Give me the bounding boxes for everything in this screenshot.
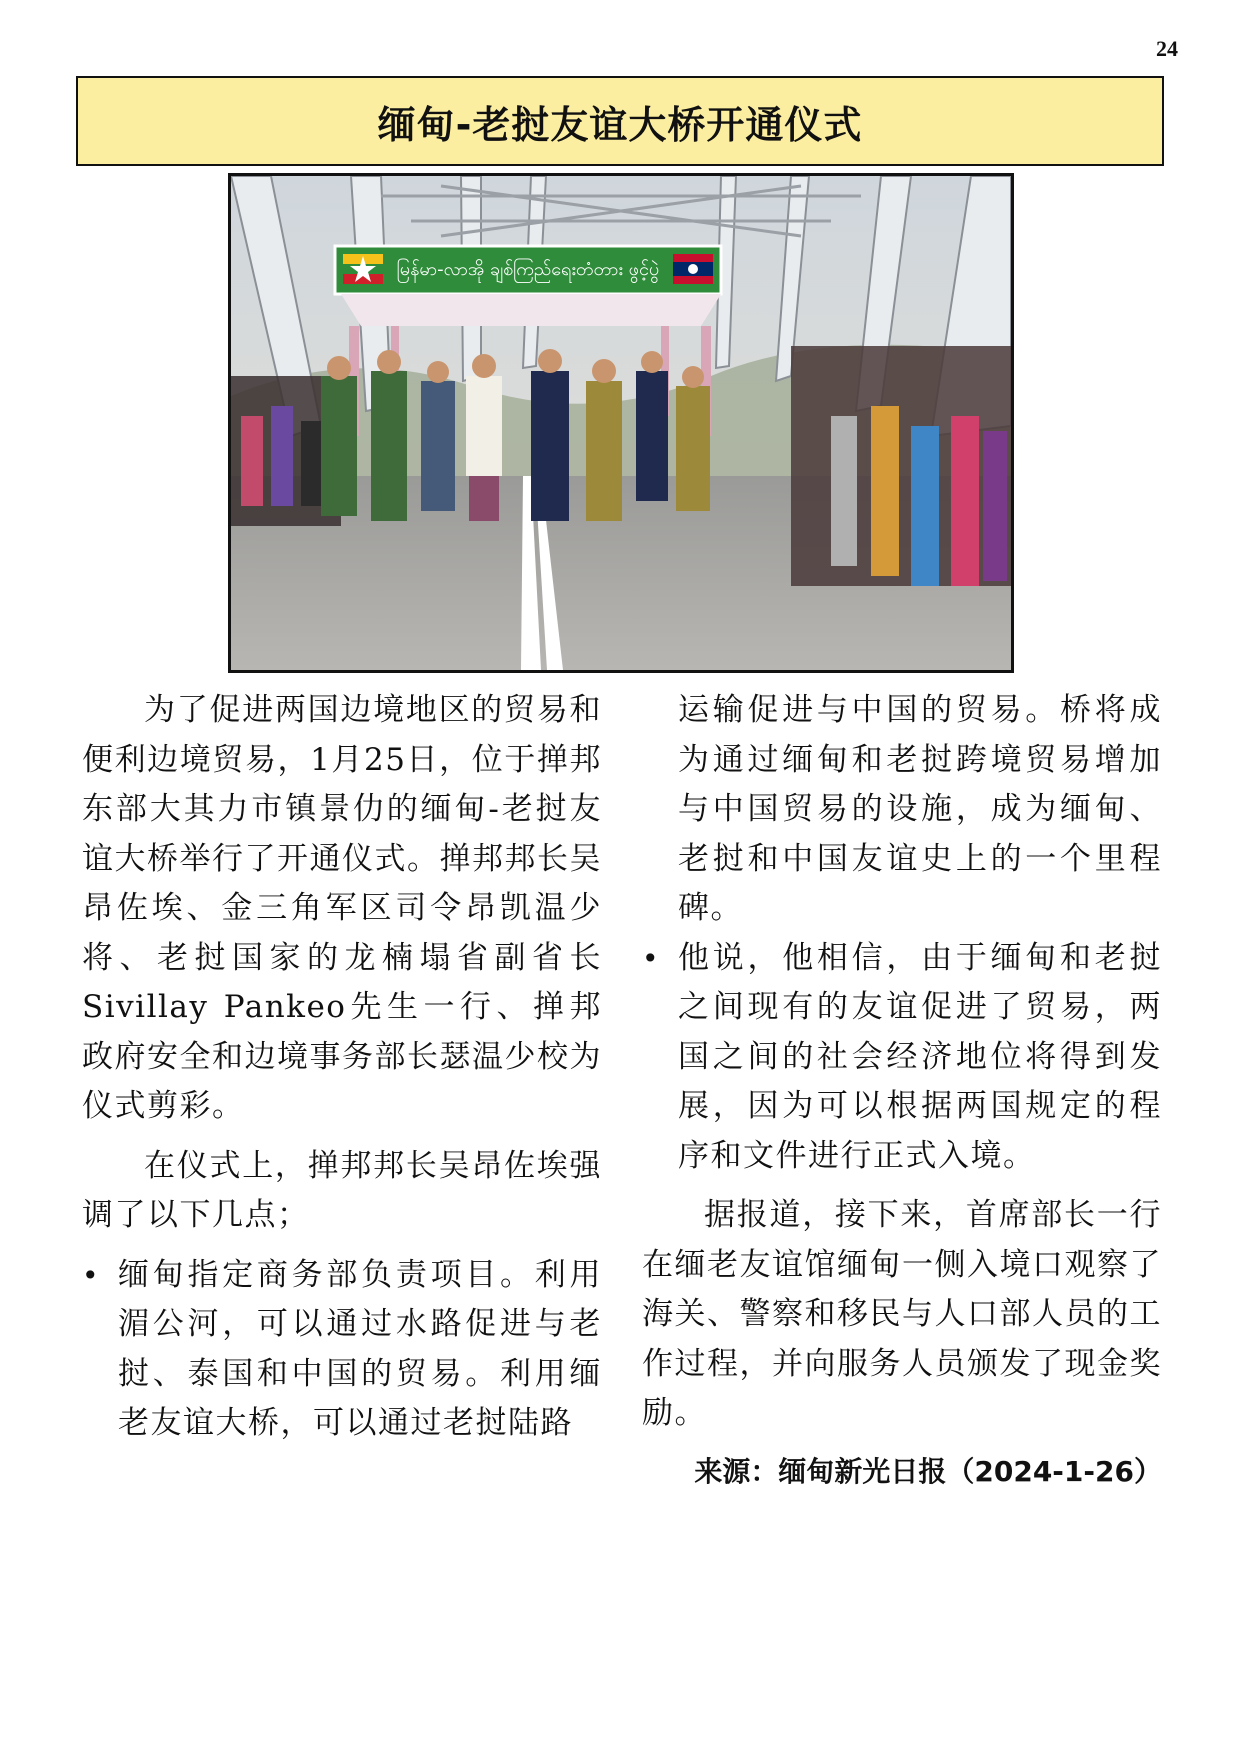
bullet-1-text-a: 缅甸指定商务部负责项目。利用湄公河，可以通过水路促进与老挝、泰国和中国的贸易。利用缅老友谊大桥，可以通过老挝陆路 [118, 1256, 602, 1441]
bridge-ceremony-photo [231, 176, 1011, 670]
paragraph-1: 为了促进两国边境地区的贸易和便利边境贸易，1月25日，位于掸邦东部大其力市镇景仂的缅甸-老挝友谊大桥举行了开通仪式。掸邦邦长吴昂佐埃、金三角军区司令昂凯温少将、老挝国家的龙楠塌省副省长Sivillay Pankeo先生一行、掸邦政府安全和边境事务部长瑟温少校为仪式剪彩。 [82, 692, 602, 1124]
bullet-1-part-a [82, 1251, 602, 1449]
bullet-1-part-b [642, 686, 1162, 934]
bullet-1-text-b: 运输促进与中国的贸易。桥将成为通过缅甸和老挝跨境贸易增加与中国贸易的设施，成为缅甸、老挝和中国友谊史上的一个里程碑。 [678, 692, 1162, 926]
left-column [82, 686, 602, 1449]
paragraph-2: 在仪式上，掸邦邦长吴昂佐埃强调了以下几点； [82, 1147, 602, 1233]
article-title: 缅甸-老挝友谊大桥开通仪式 [377, 102, 863, 147]
bullet-dot-icon: • [82, 1258, 101, 1292]
page-number: 24 [1156, 36, 1178, 61]
bullet-2-text: 他说，他相信，由于缅甸和老挝之间现有的友谊促进了贸易，两国之间的社会经济地位将得到发展，因为可以根据两国规定的程序和文件进行正式入境。 [678, 939, 1162, 1174]
bullet-dot-icon: • [642, 941, 661, 975]
right-column [642, 686, 1162, 1439]
bullet-2 [642, 934, 1162, 1182]
article-photo [228, 173, 1014, 673]
paragraph-3: 据报道，接下来，首席部长一行在缅老友谊馆缅甸一侧入境口观察了海关、警察和移民与人口部人员的工作过程，并向服务人员颁发了现金奖励。 [642, 1197, 1162, 1431]
title-box [76, 76, 1164, 166]
article-source: 来源：缅甸新光日报（2024-1-26） [694, 1455, 1162, 1488]
banner-text: မြန်မာ-လာအို ချစ်ကြည်ရေးတံတား ဖွင့်ပွဲ [396, 259, 660, 280]
